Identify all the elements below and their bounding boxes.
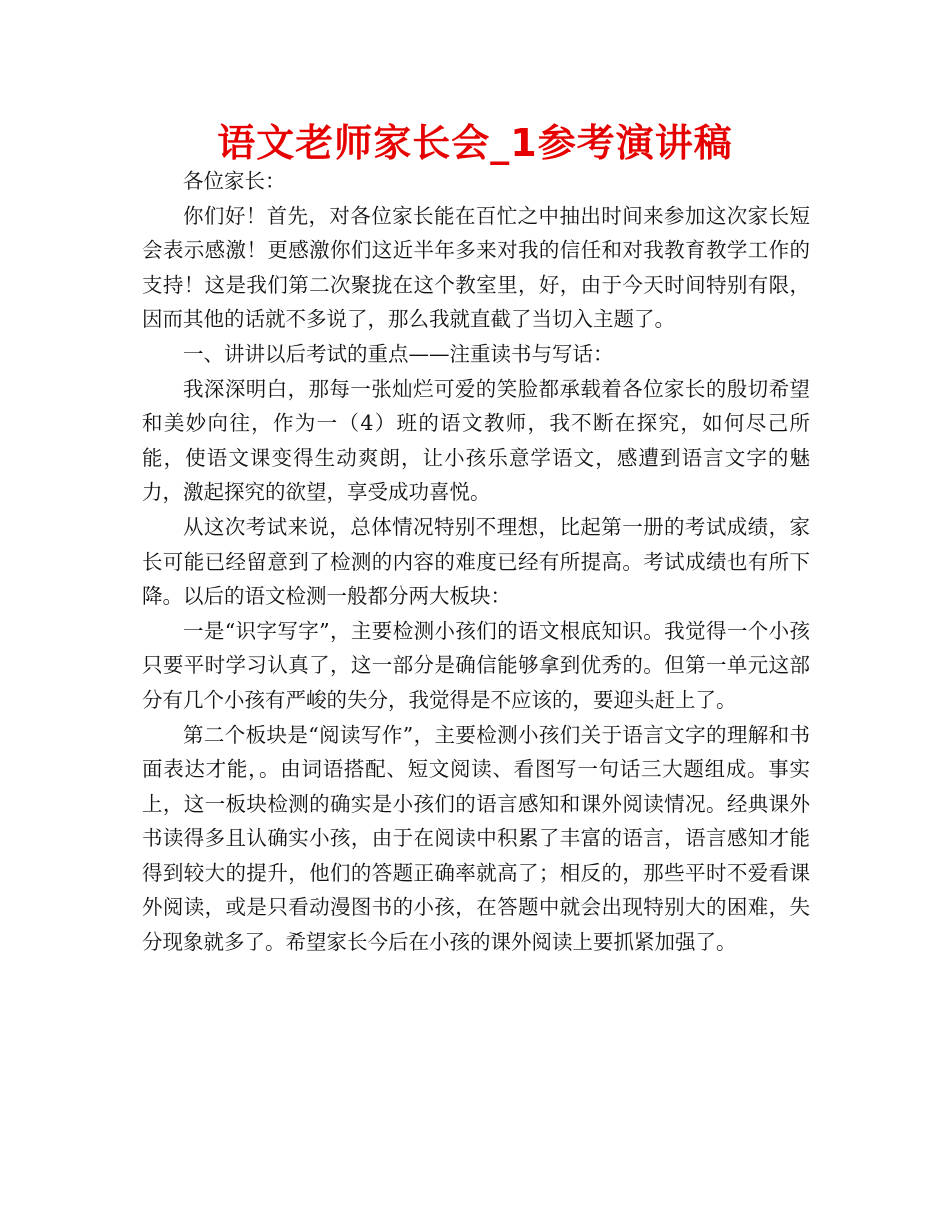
paragraph-salutation: 各位家长：	[183, 169, 286, 193]
paragraph: 第二个板块是“阅读写作”，主要检测小孩们关于语言文字的理解和书面表达才能，。由词语搭配、短文阅读、看图写一句话三大题组成。事实上，这一板块检测的确实是小孩们的语言感知和课外阅读情况。经典课外书读得多且认确实小孩，由于在阅读中积累了丰富的语言，语言感知才能得到较大的提升，他们的答题正确率就高了；相反的，那些平时不爱看课外阅读，或是只看动漫图书的小孩，在答题中就会出现特别大的困难，失分现象就多了。希望家长今后在小孩的课外阅读上要抓紧加强了。	[142, 722, 810, 955]
paragraph: 你们好！首先，对各位家长能在百忙之中抽出时间来参加这次家长短会表示感激！更感激你们这近半年多来对我的信任和对我教育教学工作的支持！这是我们第二次聚拢在这个教室里，好，由于今天时间特别有限，因而其他的话就不多说了，那么我就直截了当切入主题了。	[142, 203, 810, 332]
document-title: 语文老师家长会_1参考演讲稿	[217, 121, 733, 165]
section-heading: 一、讲讲以后考试的重点——注重读书与写话：	[183, 341, 614, 366]
paragraph: 一是“识字写字”，主要检测小孩们的语文根底知识。我觉得一个小孩只要平时学习认真了，这一部分是确信能够拿到优秀的。但第一单元这部分有几个小孩有严峻的失分，我觉得是不应该的，要迎头赶上了。	[142, 618, 810, 712]
paragraph: 我深深明白，那每一张灿烂可爱的笑脸都承载着各位家长的殷切希望和美妙向往，作为一（4）班的语文教师，我不断在探究，如何尽己所能，使语文课变得生动爽朗，让小孩乐意学语文，感遭到语言文字的魅力，激起探究的欲望，享受成功喜悦。	[142, 376, 810, 505]
paragraph: 从这次考试来说，总体情况特别不理想，比起第一册的考试成绩，家长可能已经留意到了检测的内容的难度已经有所提高。考试成绩也有所下降。以后的语文检测一般都分两大板块：	[142, 514, 810, 609]
document-body	[142, 164, 810, 960]
